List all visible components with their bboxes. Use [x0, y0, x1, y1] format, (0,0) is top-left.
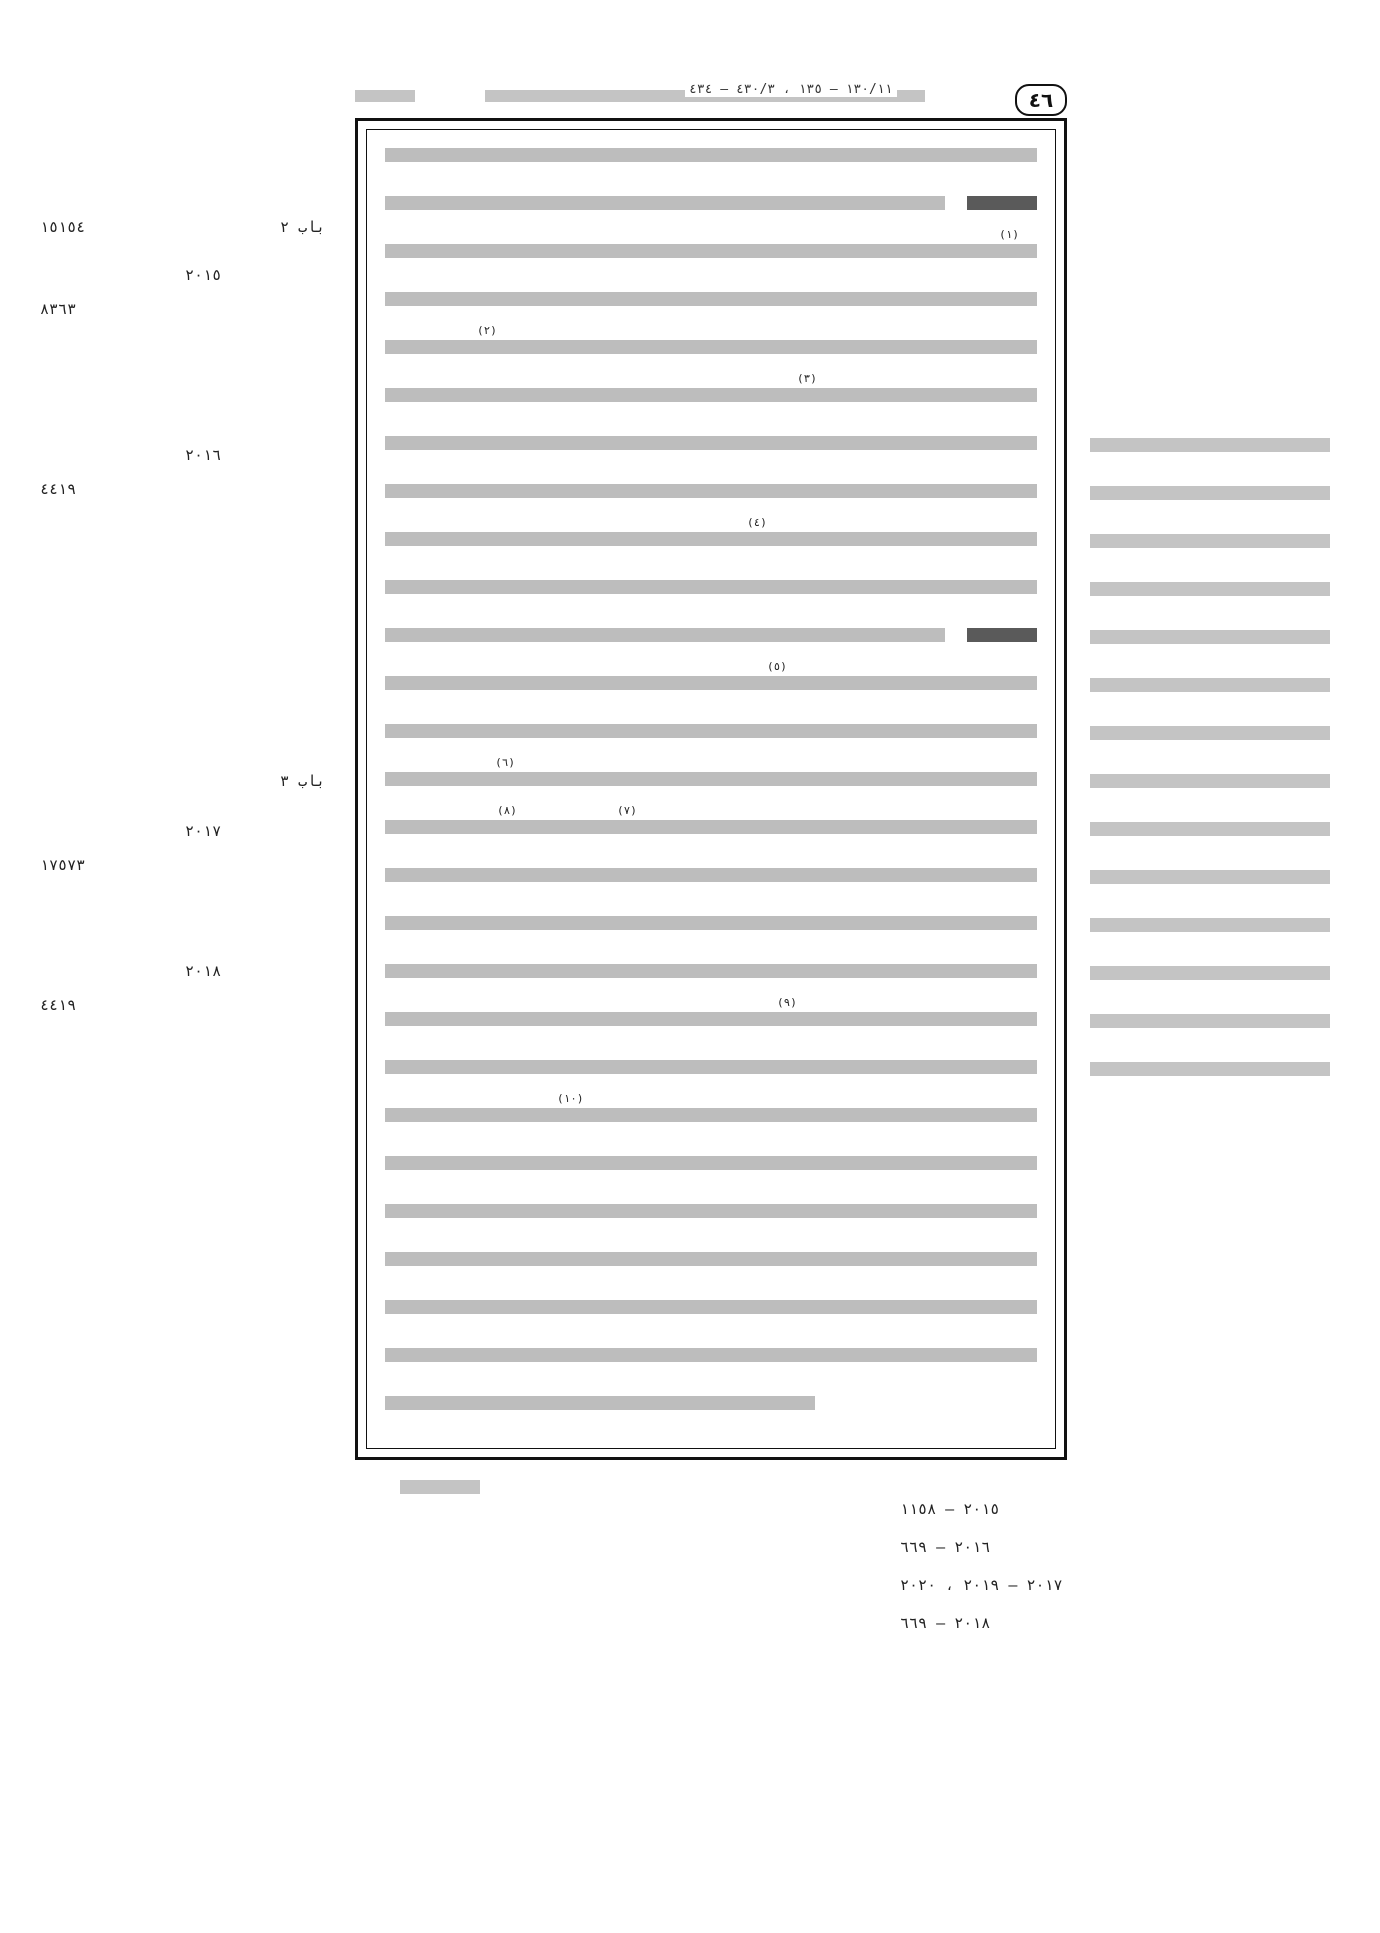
text-line	[385, 676, 1037, 690]
margin-ref: ٤٤١٩	[40, 480, 77, 498]
margin-ref: ١٧٥٧٣	[40, 856, 86, 874]
variant-note-line	[1090, 678, 1330, 692]
variant-note-line	[1090, 1062, 1330, 1076]
margin-bab: باب ٣	[280, 772, 326, 790]
text-line	[385, 148, 1037, 162]
footnote-number: (٨)	[497, 804, 517, 817]
variant-note-line	[1090, 630, 1330, 644]
text-line	[385, 964, 1037, 978]
text-line	[385, 1396, 815, 1410]
variant-note-line	[1090, 918, 1330, 932]
text-line	[385, 340, 1037, 354]
margin-ref: ٨٣٦٣	[40, 300, 77, 318]
variant-note-line	[1090, 582, 1330, 596]
text-line	[385, 868, 1037, 882]
margin-ref: ٤٤١٩	[40, 996, 77, 1014]
variant-note-line	[1090, 966, 1330, 980]
variant-note-line	[1090, 1014, 1330, 1028]
bab-heading-2	[967, 196, 1037, 210]
bottom-note: ٢٠١٧ – ٢٠١٩ ، ٢٠٢٠	[900, 1576, 1063, 1594]
variant-note-line	[1090, 534, 1330, 548]
text-line	[385, 1108, 1037, 1122]
text-line	[385, 1252, 1037, 1266]
text-line	[385, 724, 1037, 738]
footnote-number: (٥)	[767, 660, 787, 673]
text-line	[385, 772, 1037, 786]
bab-heading-3	[967, 628, 1037, 642]
margin-hadith-number: ٢٠١٧	[185, 822, 222, 840]
text-line	[385, 1060, 1037, 1074]
margin-hadith-number: ٢٠١٥	[185, 266, 222, 284]
text-line	[385, 628, 945, 642]
variant-note-line	[1090, 486, 1330, 500]
footnote-number: (٦)	[495, 756, 515, 769]
text-line	[385, 436, 1037, 450]
text-line	[385, 1012, 1037, 1026]
bottom-note: ٢٠١٦ – ٦٦٩	[900, 1538, 991, 1556]
footnote-number: (٣)	[797, 372, 817, 385]
footnote-number: (٢)	[477, 324, 497, 337]
footnote-number: (٧)	[617, 804, 637, 817]
text-line	[385, 1348, 1037, 1362]
running-header	[355, 84, 1075, 118]
footnote-number: (١٠)	[557, 1092, 584, 1105]
text-line	[385, 1156, 1037, 1170]
text-line	[385, 820, 1037, 834]
text-line	[385, 388, 1037, 402]
kitab-label	[355, 90, 415, 102]
text-line	[385, 916, 1037, 930]
text-line	[385, 1204, 1037, 1218]
bottom-note: ٢٠١٨ – ٦٦٩	[900, 1614, 991, 1632]
main-text-inner-frame	[366, 129, 1056, 1449]
footnote-number: (٩)	[777, 996, 797, 1009]
catchword	[400, 1480, 480, 1494]
page-number: ٤٦	[1015, 84, 1067, 116]
text-line	[385, 580, 1037, 594]
main-text-frame	[355, 118, 1067, 1460]
variant-note-line	[1090, 726, 1330, 740]
variant-note-line	[1090, 774, 1330, 788]
text-line	[385, 244, 1037, 258]
text-line	[385, 292, 1037, 306]
variant-note-line	[1090, 822, 1330, 836]
text-line	[385, 532, 1037, 546]
variant-note-line	[1090, 870, 1330, 884]
footnote-number: (١)	[999, 228, 1019, 241]
text-line	[385, 484, 1037, 498]
margin-hadith-number: ٢٠١٨	[185, 962, 222, 980]
margin-ref: ١٥١٥٤	[40, 218, 86, 236]
variant-note-line	[1090, 438, 1330, 452]
footnote-number: (٤)	[747, 516, 767, 529]
text-line	[385, 196, 945, 210]
margin-hadith-number: ٢٠١٦	[185, 446, 222, 464]
margin-bab: باب ٢	[280, 218, 326, 236]
running-head-refs: ١٣٠/١١ – ١٣٥ ، ٤٣٠/٣ – ٤٣٤	[685, 82, 897, 97]
text-line	[385, 1300, 1037, 1314]
bottom-note: ٢٠١٥ – ١١٥٨	[900, 1500, 1000, 1518]
